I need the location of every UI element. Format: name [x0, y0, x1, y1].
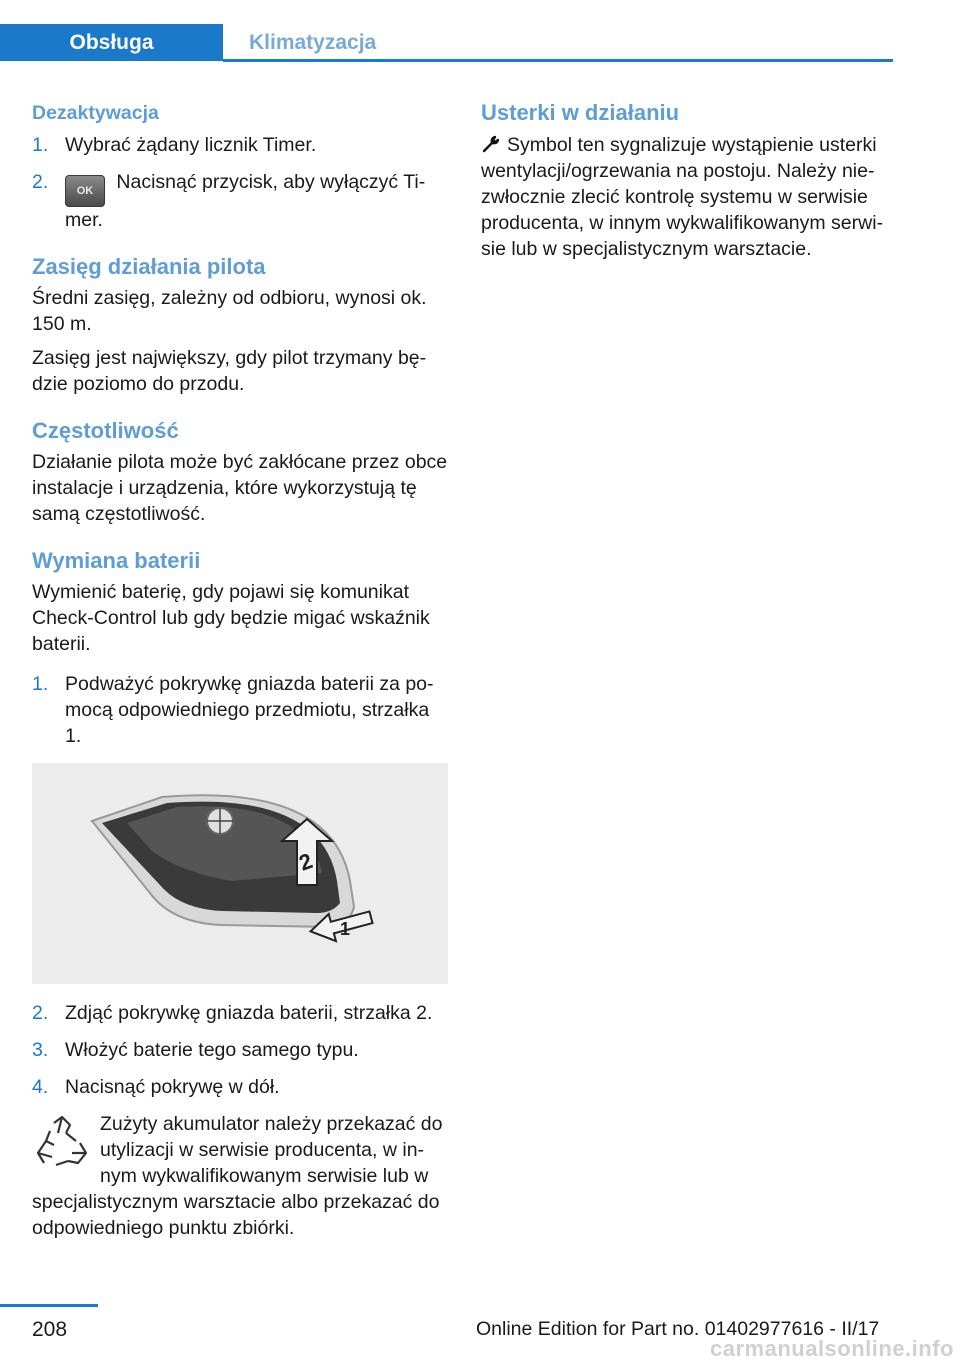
battery-steps — [32, 1000, 448, 1100]
step-text: Nacisnąć przycisk, aby wyłączyć Timer. — [65, 171, 426, 231]
frequency-title: Częstotliwość — [32, 418, 179, 443]
step-number: 3. — [32, 1039, 49, 1061]
battery-step-1 — [32, 671, 448, 749]
header-tabs — [0, 0, 960, 64]
arrow-1-label: 1 — [340, 919, 351, 939]
list-item — [32, 1037, 448, 1063]
faults-paragraph — [481, 132, 895, 262]
tab-underline — [223, 59, 893, 62]
step-text: Włożyć baterie tego samego typu. — [65, 1039, 359, 1061]
recycle-icon — [32, 1113, 92, 1175]
step-text: Podważyć pokrywkę gniazda baterii za pomocą odpowiedniego przedmiotu, strzałka 1. — [65, 673, 434, 747]
step-text: Wybrać żądany licznik Timer. — [65, 134, 317, 156]
recycle-text: Zużyty akumulator należy przekazać do utylizacji w serwisie producenta, w innym wykwalifikowanym serwisie lub w specjalistycznym warsztacie albo przekazać do odpowiedniego punktu zbiórki. — [32, 1113, 443, 1239]
arrow-2-label: 2 — [295, 848, 316, 876]
range-paragraph-2: Zasięg jest największy, gdy pilot trzymany będzie poziomo do przodu. — [32, 347, 427, 395]
watermark: carmanualsonline.info — [710, 1336, 954, 1361]
faults-title: Usterki w działaniu — [481, 100, 680, 125]
page-number: 208 — [32, 1318, 68, 1341]
key-fob-illustration — [32, 763, 448, 984]
step-number: 2. — [32, 171, 49, 193]
right-column — [481, 100, 895, 270]
deactivation-title: Dezaktywacja — [32, 102, 159, 124]
faults-text: Symbol ten sygnalizuje wystąpienie usterki wentylacji/ogrzewania na postoju. Należy niezwłocznie zlecić kontrolę systemu w serwisie producenta, w innym wykwalifikowanym serwisie lub w specjalistycznym warsztacie. — [481, 134, 884, 260]
list-item — [32, 1074, 448, 1100]
step-number: 4. — [32, 1076, 49, 1098]
battery-paragraph: Wymienić baterię, gdy pojawi się komunikat Check-Control lub gdy będzie migać wskaźnik baterii. — [32, 581, 430, 655]
wrench-icon — [481, 134, 501, 154]
list-item — [32, 671, 448, 749]
recycle-note — [32, 1111, 448, 1241]
footer-rule — [0, 1304, 98, 1307]
edition-note: Online Edition for Part no. 01402977616 - II/17 — [476, 1318, 880, 1340]
range-title: Zasięg działania pilota — [32, 254, 266, 279]
left-column — [32, 100, 448, 1241]
tab-obsluga[interactable]: Obsługa — [0, 24, 223, 61]
list-item — [32, 132, 448, 158]
step-text: Zdjąć pokrywkę gniazda baterii, strzałka 2. — [65, 1002, 433, 1024]
step-text: Nacisnąć pokrywę w dół. — [65, 1076, 280, 1098]
tab-klimatyzacja[interactable]: Klimatyzacja — [223, 24, 893, 61]
step-number: 2. — [32, 1002, 49, 1024]
step-number: 1. — [32, 673, 49, 695]
key-fob-icon — [32, 763, 448, 984]
list-item — [32, 1000, 448, 1026]
list-item — [32, 169, 448, 233]
battery-title: Wymiana baterii — [32, 548, 201, 573]
step-number: 1. — [32, 134, 49, 156]
range-paragraph-1: Średni zasięg, zależny od odbioru, wynosi ok. 150 m. — [32, 287, 427, 335]
ok-button-icon: OK — [65, 175, 105, 207]
deactivation-steps — [32, 132, 448, 233]
frequency-paragraph: Działanie pilota może być zakłócane przez obce instalacje i urządzenia, które wykorzystują tę samą częstotliwość. — [32, 451, 448, 525]
